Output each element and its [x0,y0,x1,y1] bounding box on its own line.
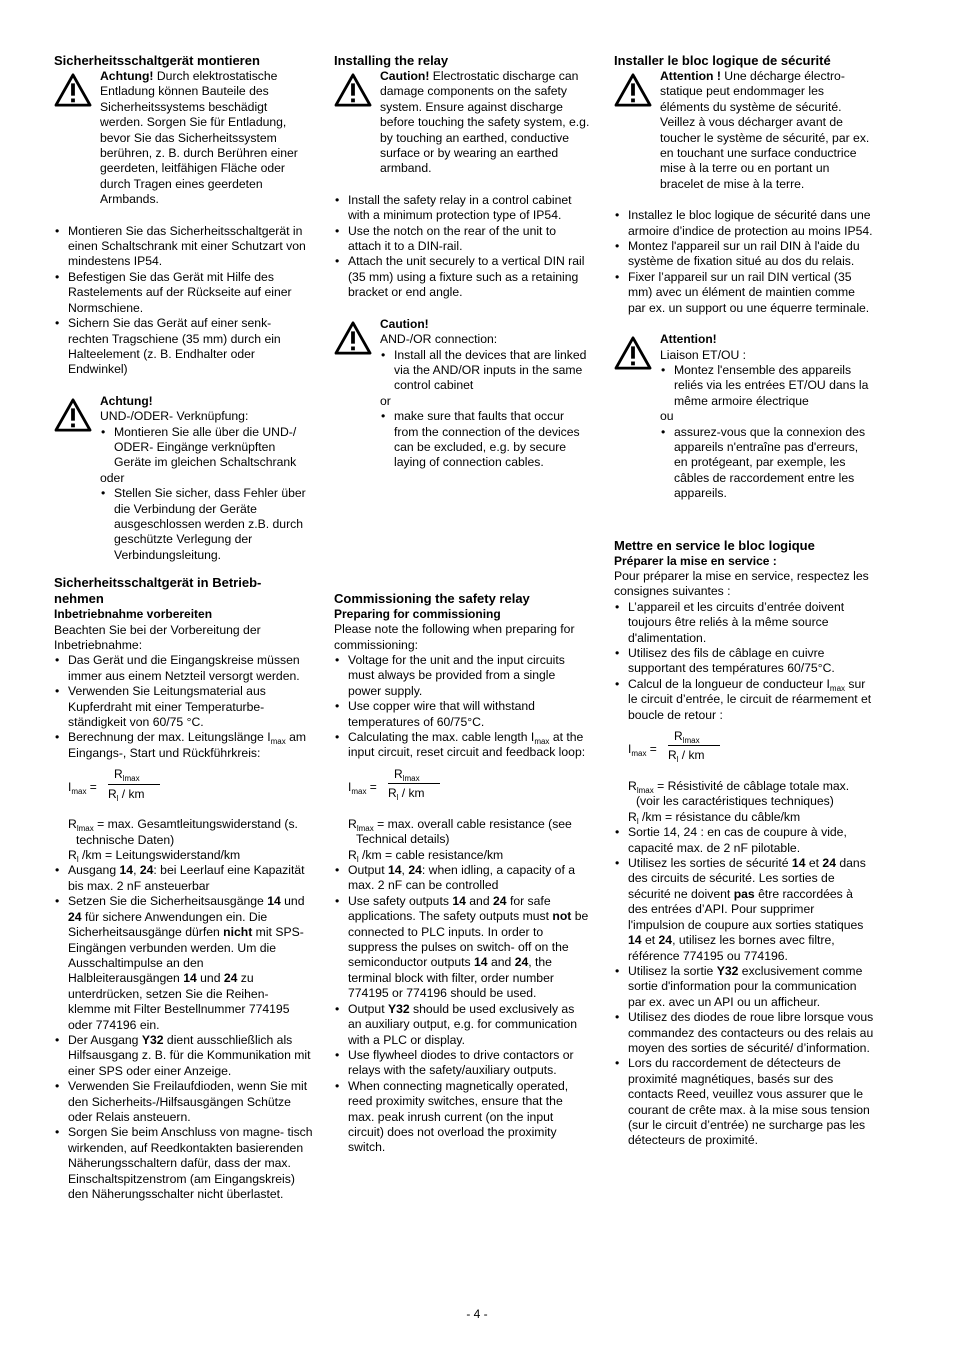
warning-text: Caution! Electrostatic discharge can damage components on the safety system. Ensure against discharge before touching the safety system, e.g. by touching an earthed, conductive surface or by wearing an earthed armband. [380,69,590,176]
or-text: ou [660,409,674,424]
warning-triangle-icon [54,398,92,432]
warning-triangle-icon [334,321,372,355]
warning-block-esd [54,69,314,208]
subheading: Préparer la mise en service : [614,553,777,568]
list-item: • Install the safety relay in a control cabinet with a minimum protection type of IP54. [334,193,590,224]
warning-text: Achtung! Durch elektrostatische Entladung können Bauteile des Sicherheitssystems beschädigt werden. Sorgen Sie für Entladung, bevor Sie das Sicherheitssystem berühren, z. B. durch Berühren einer geerdeten, leitfähigen Fläche oder durch Tragen eines geerdeten Armbands. [100,69,298,207]
list-item: • Use the notch on the rear of the unit to attach it to a DIN-rail. [334,224,590,255]
list-item: • Berechnung der max. Leitungslänge $I_{max}$ am Eingangs-, Start und Rückführkreis: [54,730,314,761]
column-english [334,53,590,1156]
install-list [54,224,314,378]
intro-text: Beachten Sie bei der Vorbereitung der Inbetriebnahme: [54,622,261,652]
list-item: • Utilisez des fils de câblage en cuivre supportant des températures 60/75°C. [614,646,874,677]
list-item: • Verwenden Sie Leitungsmaterial aus Kupferdraht mit einer Temperaturbe- ständigkeit von 60/75 °C. [54,684,314,730]
section-title-commissioning: Mettre en service le bloc logique [614,537,815,553]
list-item: • Use flywheel diodes to drive contactors or relays with the safety/auxiliary outputs. [334,1048,590,1079]
formula-definitions: $R_{lmax}$ = Résistivité de câblage totale max. (voir les caractéristiques techniques) $R_l$ /km = résistance du câble/km [628,779,850,826]
warning-block-esd [614,69,874,192]
list-item: • Calculating the max. cable length $I_{max}$ at the input circuit, reset circuit and feedback loop: [334,730,590,761]
list-item: • Verwenden Sie Freilaufdioden, wenn Sie mit den Sicherheits-/Hilfsausgängen Schütze oder Relais ansteuern. [54,1079,314,1125]
warning-text: Attention ! Une décharge électro- statique peut endommager les éléments du système de sécurité. Veillez à vous décharger avant de toucher le système de sécurité, par ex. en touchant une surface conductrice mise à la terre ou en portant un bracelet de mise à la terre. [660,69,870,191]
warning-line: UND-/ODER- Verknüpfung: [100,409,249,424]
list-item: • Utilisez les sorties de sécurité 14 et 24 dans des circuits de sécurité. Les sorties de sécurité ne doivent pas être raccordées à des entrées d’API. Pour supprimer l'impulsion de coupure aux sorties statiques 14 et 24, utilisez les bornes avec filtre, référence 774195 ou 774196. [614,856,874,964]
list-item: • Utilisez la sortie Y32 exclusivement comme sortie d'information pour la communication par ex. avec un API ou un afficheur. [614,964,874,1010]
intro-text: Please note the following when preparing for commissioning: [334,622,575,652]
list-item: • Attach the unit securely to a vertical DIN rail (35 mm) using a fixture such as a retaining bracket or end angle. [334,254,590,300]
list-item: • Befestigen Sie das Gerät mit Hilfe des Rastelements auf der Rückseite auf einer Normschiene. [54,270,314,316]
warning-triangle-icon [614,336,652,370]
commissioning-list [54,653,314,761]
install-list [614,208,874,316]
warning-block-esd [334,69,590,177]
commissioning-list-2 [334,863,590,1156]
list-item: • Install all the devices that are linked via the AND/OR inputs in the same control cabinet [380,348,590,394]
warning-block-and-or [334,317,590,471]
list-item: • Der Ausgang Y32 dient ausschließlich als Hilfsausgang z. B. für die Kommunikation mit einer SPS oder einer Anzeige. [54,1033,314,1079]
or-text: oder [100,470,125,485]
list-item: • Montieren Sie das Sicherheitsschaltgerät in einen Schaltschrank mit einer Schutzart von mindestens IP54. [54,224,314,270]
list-item: • assurez-vous que la connexion des appareils n'entraîne pas d'erreurs, en protégeant, par exemple, les câbles de raccordement entre les appareils. [660,425,874,502]
list-item: • Stellen Sie sicher, dass Fehler über die Verbindung der Geräte ausgeschlossen werden z.B. durch geschützte Verlegung der Verbindungsleitung. [100,486,314,563]
section-title-install: Installer le bloc logique de sécurité [614,53,831,68]
formula-definitions: $R_{lmax} = \max$. Gesamtleitungswiderstand (s. technische Daten) $R_l$ /km = Leitungswiderstand/km [68,817,298,865]
section-title-install: Installing the relay [334,53,449,68]
list-item: • Fixer l’appareil sur un rail DIN vertical (35 mm) avec un élément de maintien comme par ex. un support ou une équerre terminale. [614,270,874,316]
list-item: • L’appareil et les circuits d’entrée doivent toujours être reliés à la même source d'alimentation. [614,600,874,646]
warning-line: AND-/OR connection: [380,332,498,347]
cable-length-formula: $I_{max}$ = $R_{lmax}$ $R_l$ / km [348,767,590,811]
list-item: • Sortie 14, 24 : en cas de coupure à vide, capacité max. de 2 nF pilotable. [614,825,874,856]
warning-block-and-or [614,332,874,501]
list-item: • Voltage for the unit and the input circuits must always be provided from a single power supply. [334,653,590,699]
warning-title: Caution! [380,316,429,331]
commissioning-list-2 [614,825,874,1149]
commissioning-list [614,600,874,723]
warning-title: Achtung! [100,393,153,408]
list-item: • Sorgen Sie beim Anschluss von magne- tisch wirkenden, auf Reedkontakten basierenden Näherungsschaltern dafür, dass der max. Einschaltspitzenstrom (am Eingangskreis) den Näherungsschalter nicht überlastet. [54,1125,314,1202]
list-item: • Calcul de la longueur de conducteur $I_{max}$ sur le circuit d’entrée, le circuit de réarmement et boucle de retour : [614,677,874,723]
list-item: • Montieren Sie alle über die UND-/ ODER- Eingänge verknüpften Geräte im gleichen Schaltschrank [100,425,314,471]
column-german [54,53,314,1202]
column-french [614,53,874,1149]
list-item: • Output Y32 should be used exclusively as an auxiliary output, e.g. for communication with a PLC or display. [334,1002,590,1048]
list-item: • Ausgang 14, 24: bei Leerlauf eine Kapazität bis max. 2 nF ansteuerbar [54,863,314,894]
warning-triangle-icon [614,73,652,107]
list-item: • Utilisez des diodes de roue libre lorsque vous commandez des contacteurs ou des relais au moyen des sorties de sécurité/ d’information. [614,1010,874,1056]
section-title-commissioning: Sicherheitsschaltgerät in Betrieb- nehmen [54,575,262,607]
warning-triangle-icon [334,73,372,107]
commissioning-list [334,653,590,761]
list-item: • Setzen Sie die Sicherheitsausgänge 14 und 24 für sichere Anwendungen ein. Die Sicherheitsausgänge dürfen nicht mit SPS-Eingängen verbunden werden. Um die Ausschaltimpulse an den Halbleiterausgängen 14 und 24 zu unterdrücken, setzen Sie die Reihen- klemme mit Filter Bestellnummer 774195 oder 774196 ein. [54,894,314,1033]
section-title-commissioning: Commissioning the safety relay [334,590,530,606]
list-item: • Sichern Sie das Gerät auf einer senk- rechten Tragschiene (35 mm) durch ein Halteelement (z. B. Endhalter oder Endwinkel) [54,316,314,378]
cable-length-formula: $I_{max}$ = $R_{lmax}$ $R_l$ / km [628,729,874,773]
or-text: or [380,393,391,408]
formula-definitions: $R_{lmax} = \max$. overall cable resistance (see Technical details) $R_l$ /km = cable resistance/km [348,816,572,864]
subheading: Inbetriebnahme vorbereiten [54,607,213,622]
list-item: • Montez l'appareil sur un rail DIN à l'aide du système de fixation situé au dos du relais. [614,239,874,270]
intro-text: Pour préparer la mise en service, respectez les consignes suivantes : [614,568,869,599]
warning-title: Attention! [660,332,717,347]
commissioning-list-2 [54,863,314,1202]
list-item: • Use copper wire that will withstand temperatures of 60/75°C. [334,699,590,730]
install-list [334,193,590,301]
warning-block-and-or [54,394,314,563]
list-item: • When connecting magnetically operated, reed proximity switches, ensure that the max. peak inrush current (on the input circuit) does not overload the proximity switch. [334,1079,590,1156]
subheading: Preparing for commissioning [334,606,501,621]
warning-line: Liaison ET/OU : [660,347,747,362]
section-title-install: Sicherheitsschaltgerät montieren [54,53,260,68]
list-item: • Use safety outputs 14 and 24 for safe applications. The safety outputs must not be connected to PLC inputs. In order to suppress the pulses on switch- off on the semiconductor outputs 14 and 24, the terminal block with filter, order number 774195 or 774196 should be used. [334,894,590,1002]
warning-triangle-icon [54,73,92,107]
list-item: • make sure that faults that occur from the connection of the devices can be excluded, e.g. by secure laying of connection cables. [380,409,590,471]
list-item: • Montez l'ensemble des appareils reliés via les entrées ET/OU dans la même armoire électrique [660,363,874,409]
list-item: • Das Gerät und die Eingangskreise müssen immer aus einem Netzteil versorgt werden. [54,653,314,684]
list-item: • Installez le bloc logique de sécurité dans une armoire d’indice de protection au moins IP54. [614,208,874,239]
list-item: • Lors du raccordement de détecteurs de proximité magnétiques, basés sur des contacts Reed, veuillez vous assurer que le courant de crête max. à la mise sous tension (sur le circuit d’entrée) ne surcharge pas les détecteurs de proximité. [614,1056,874,1148]
page-number: - 4 - [466,1307,488,1321]
list-item: • Output 14, 24: when idling, a capacity of a max. 2 nF can be controlled [334,863,590,894]
cable-length-formula: $I_{max}$ = $R_{lmax}$ $R_l$ / km [68,767,314,811]
